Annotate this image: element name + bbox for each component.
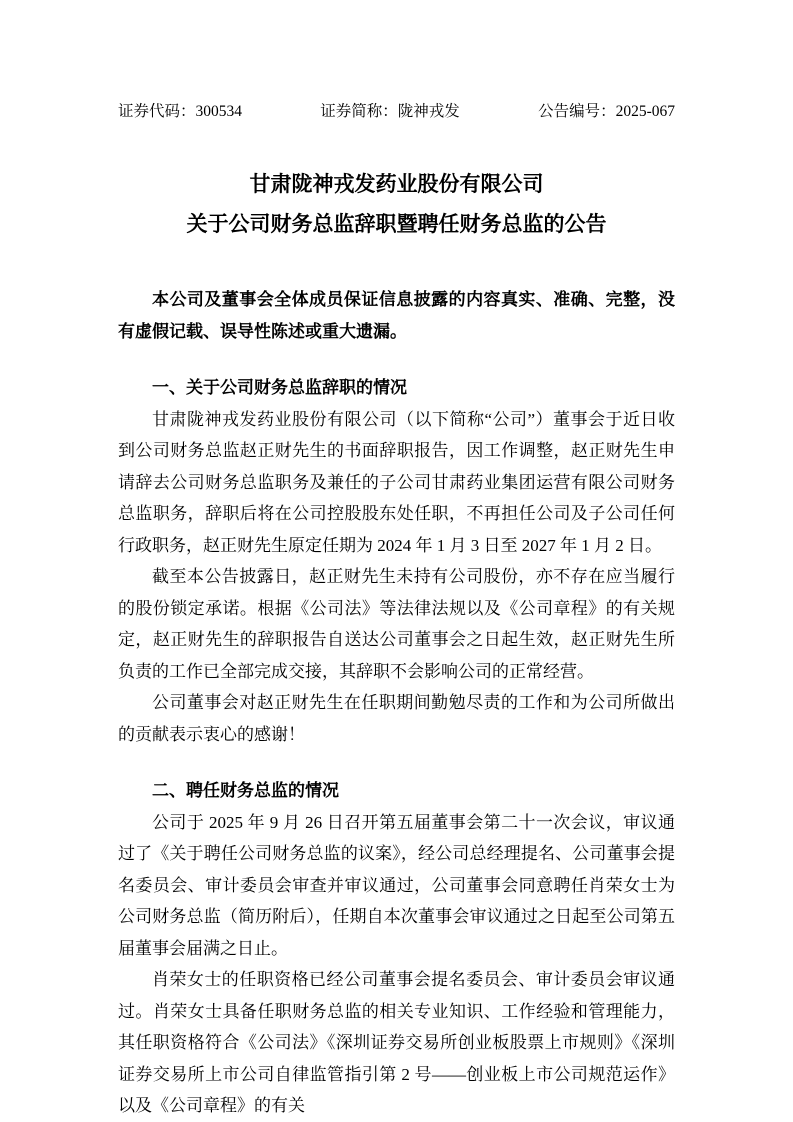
announcement-number: 公告编号：2025-067	[538, 103, 675, 120]
announcement-title: 关于公司财务总监辞职暨聘任财务总监的公告	[186, 212, 607, 236]
section-2-paragraph-2: 肖荣女士的任职资格已经公司董事会提名委员会、审计委员会审议通过。肖荣女士具备任职财务总监的相关专业知识、工作经验和管理能力，其任职资格符合《公司法》《深圳证券交易所创业板股票上市规则》《深圳证券交易所上市公司自律监管指引第 2 号——创业板上市公司规范运作》以及《公司章程》的有关	[118, 970, 675, 1115]
title-block	[0, 164, 793, 244]
doc-header	[0, 0, 793, 122]
document-body	[118, 284, 675, 1122]
company-name-title: 甘肃陇神戎发药业股份有限公司	[249, 172, 544, 196]
section-1-heading: 一、关于公司财务总监辞职的情况	[152, 378, 407, 397]
section-1-paragraph-3: 公司董事会对赵正财先生在任职期间勤勉尽责的工作和为公司所做出的贡献表示衷心的感谢！	[118, 693, 675, 744]
stock-code: 证券代码：300534	[118, 103, 243, 120]
section-1-paragraph-2: 截至本公告披露日，赵正财先生未持有公司股份，亦不存在应当履行的股份锁定承诺。根据《公司法》等法律法规以及《公司章程》的有关规定，赵正财先生的辞职报告自送达公司董事会之日起生效，赵正财先生所负责的工作已全部完成交接，其辞职不会影响公司的正常经营。	[118, 567, 675, 681]
section-2-heading: 二、聘任财务总监的情况	[152, 781, 339, 800]
disclaimer-paragraph: 本公司及董事会全体成员保证信息披露的内容真实、准确、完整，没有虚假记载、误导性陈述或重大遗漏。	[118, 290, 675, 341]
section-2-paragraph-1: 公司于 2025 年 9 月 26 日召开第五届董事会第二十一次会议，审议通过了《关于聘任公司财务总监的议案》，经公司总经理提名、公司董事会提名委员会、审计委员会审查并审议通过，公司董事会同意聘任肖荣女士为公司财务总监（简历附后），任期自本次董事会审议通过之日起至公司第五届董事会届满之日止。	[118, 812, 675, 958]
section-1-paragraph-1: 甘肃陇神戎发药业股份有限公司（以下简称“公司”）董事会于近日收到公司财务总监赵正财先生的书面辞职报告，因工作调整，赵正财先生申请辞去公司财务总监职务及兼任的子公司甘肃药业集团运营有限公司财务总监职务，辞职后将在公司控股股东处任职，不再担任公司及子公司任何行政职务，赵正财先生原定任期为 2024 年 1 月 3 日至 2027 年 1 月 2 日。	[118, 409, 675, 555]
stock-abbr: 证券简称：陇神戎发	[320, 103, 460, 120]
